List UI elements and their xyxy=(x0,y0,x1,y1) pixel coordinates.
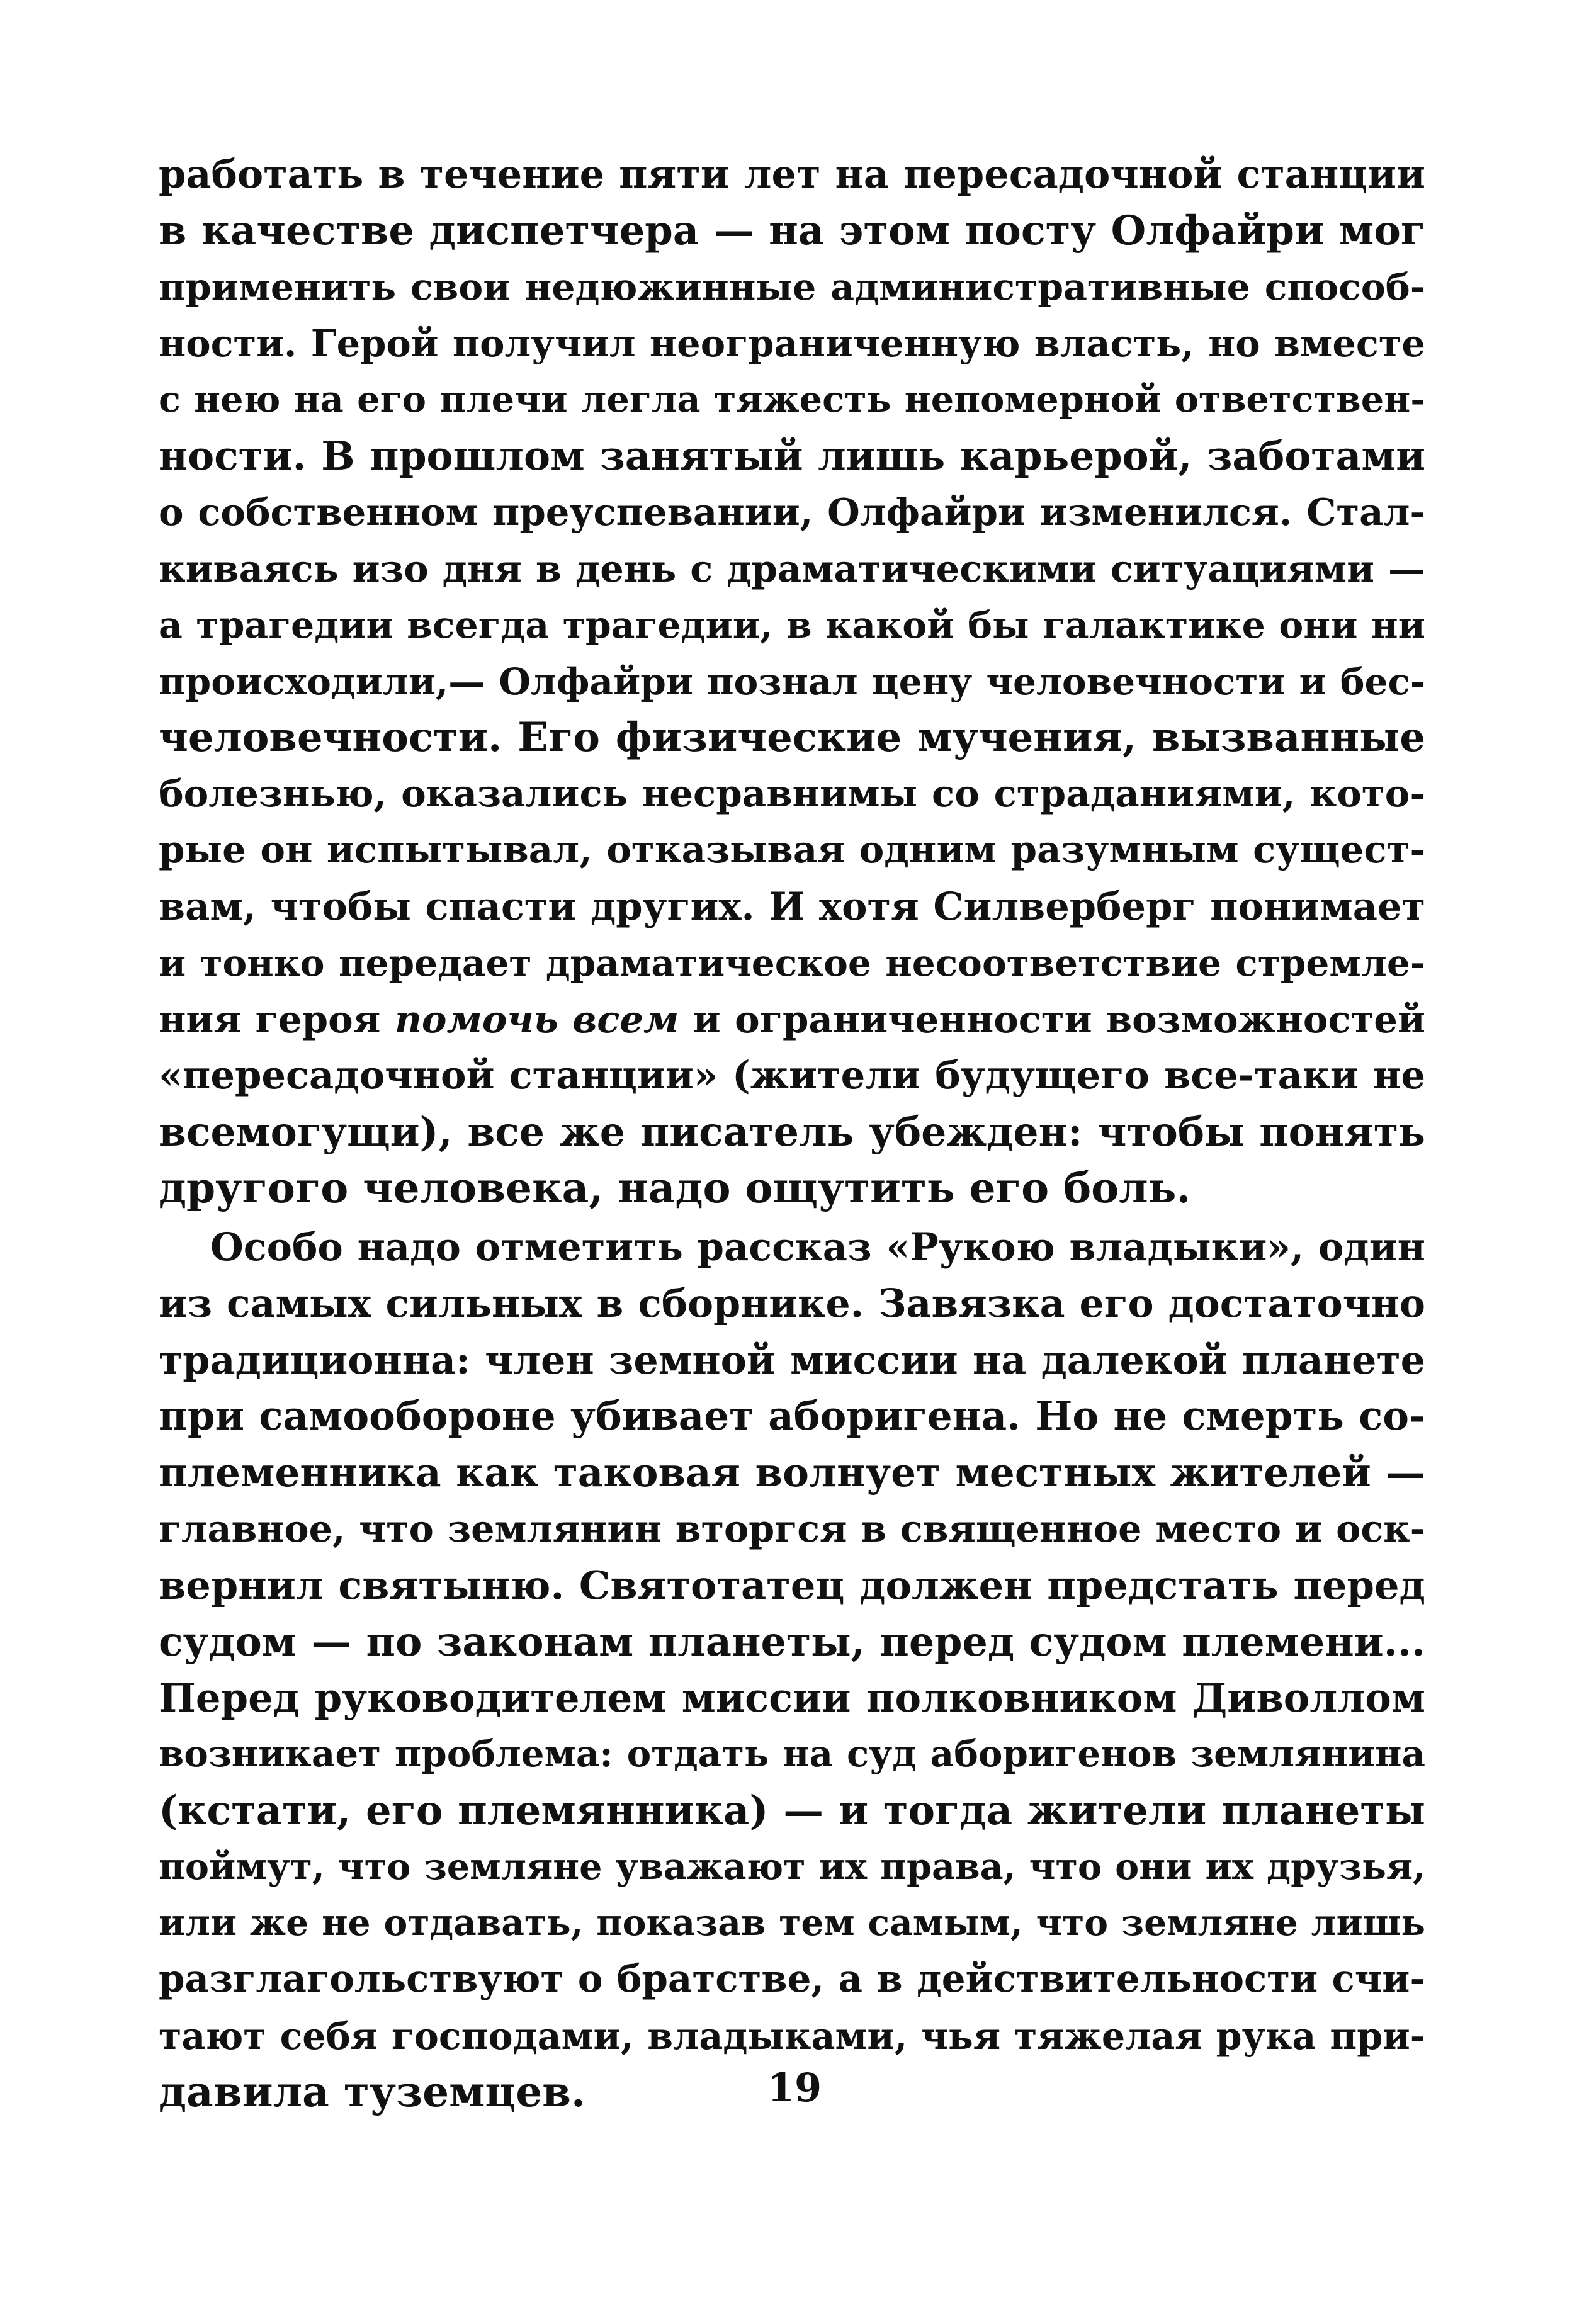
text-line: (кстати, его племянника) — и тогда жители планеты xyxy=(159,1786,1425,1834)
text-line: Перед руководителем миссии полковником Диволлом xyxy=(159,1674,1425,1721)
page-number: 19 xyxy=(767,2065,822,2111)
text-line: возникает проблема: отдать на суд аборигенов землянина xyxy=(159,1732,1425,1775)
text-line: другого человека, надо ощутить его боль. xyxy=(159,1163,1191,1212)
text-line: о собственном преуспевании, Олфайри изменился. Стал- xyxy=(159,490,1425,534)
text-line: с нею на его плечи легла тяжесть непомерной ответствен- xyxy=(159,378,1425,420)
text-line: при самообороне убивает аборигена. Но не смерть со- xyxy=(159,1392,1425,1439)
text-line: давила туземцев. xyxy=(159,2067,586,2116)
body-text xyxy=(159,146,1425,2121)
text-line: из самых сильных в сборнике. Завязка его достаточно xyxy=(159,1280,1425,1326)
text-line: всемогущи), все же писатель убежден: чтобы понять xyxy=(159,1108,1425,1155)
text-line: ности. В прошлом занятый лишь карьерой, заботами xyxy=(159,432,1425,479)
text-line: или же не отдавать, показав тем самым, что земляне лишь xyxy=(159,1902,1425,1944)
text-line: киваясь изо дня в день с драматическими ситуациями — xyxy=(159,546,1425,590)
text-line: ности. Герой получил неограниченную власть, но вместе xyxy=(159,321,1425,365)
text-line: племенника как таковая волнует местных жителей — xyxy=(159,1448,1425,1496)
line-segment: и ограниченности возможностей xyxy=(679,996,1425,1041)
text-line: работать в течение пяти лет на пересадочной станции xyxy=(159,151,1425,197)
text-line: в качестве диспетчера — на этом посту Олфайри мог xyxy=(159,206,1425,254)
text-line: главное, что землянин вторгся в священное место и оск- xyxy=(159,1507,1425,1550)
text-line: а трагедии всегда трагедии, в какой бы галактике они ни xyxy=(159,603,1425,646)
line-segment: ния героя xyxy=(159,996,395,1041)
text-line: судом — по законам планеты, перед судом племени... xyxy=(159,1618,1425,1665)
text-line: болезнью, оказались несравнимы со страданиями, кото- xyxy=(159,771,1425,816)
text-line: Особо надо отметить рассказ «Рукою владыки», один xyxy=(210,1224,1425,1270)
text-line: традиционна: член земной миссии на далекой планете xyxy=(159,1336,1425,1383)
text-line: тают себя господами, владыками, чья тяжелая рука при- xyxy=(159,2014,1425,2058)
text-line xyxy=(159,991,1425,1048)
text-line: вам, чтобы спасти других. И хотя Силверберг понимает xyxy=(159,884,1425,929)
text-line: и тонко передает драматическое несоответствие стремле- xyxy=(159,941,1425,984)
text-line: применить свои недюжинные административные способ- xyxy=(159,265,1425,308)
text-line: человечности. Его физические мучения, вызванные xyxy=(159,714,1425,761)
text-line: вернил святыню. Святотатец должен предстать перед xyxy=(159,1562,1425,1608)
text-line: происходили,— Олфайри познал цену человечности и бес- xyxy=(159,659,1425,703)
emphasized-phrase: помочь всем xyxy=(394,996,679,1041)
text-line: рые он испытывал, отказывая одним разумным сущест- xyxy=(159,828,1425,872)
text-line: поймут, что земляне уважают их права, что они их друзья, xyxy=(159,1846,1425,1888)
text-line: разглагольствуют о братстве, а в действительности счи- xyxy=(159,1957,1425,2001)
text-line: «пересадочной станции» (жители будущего все-таки не xyxy=(159,1053,1425,1098)
